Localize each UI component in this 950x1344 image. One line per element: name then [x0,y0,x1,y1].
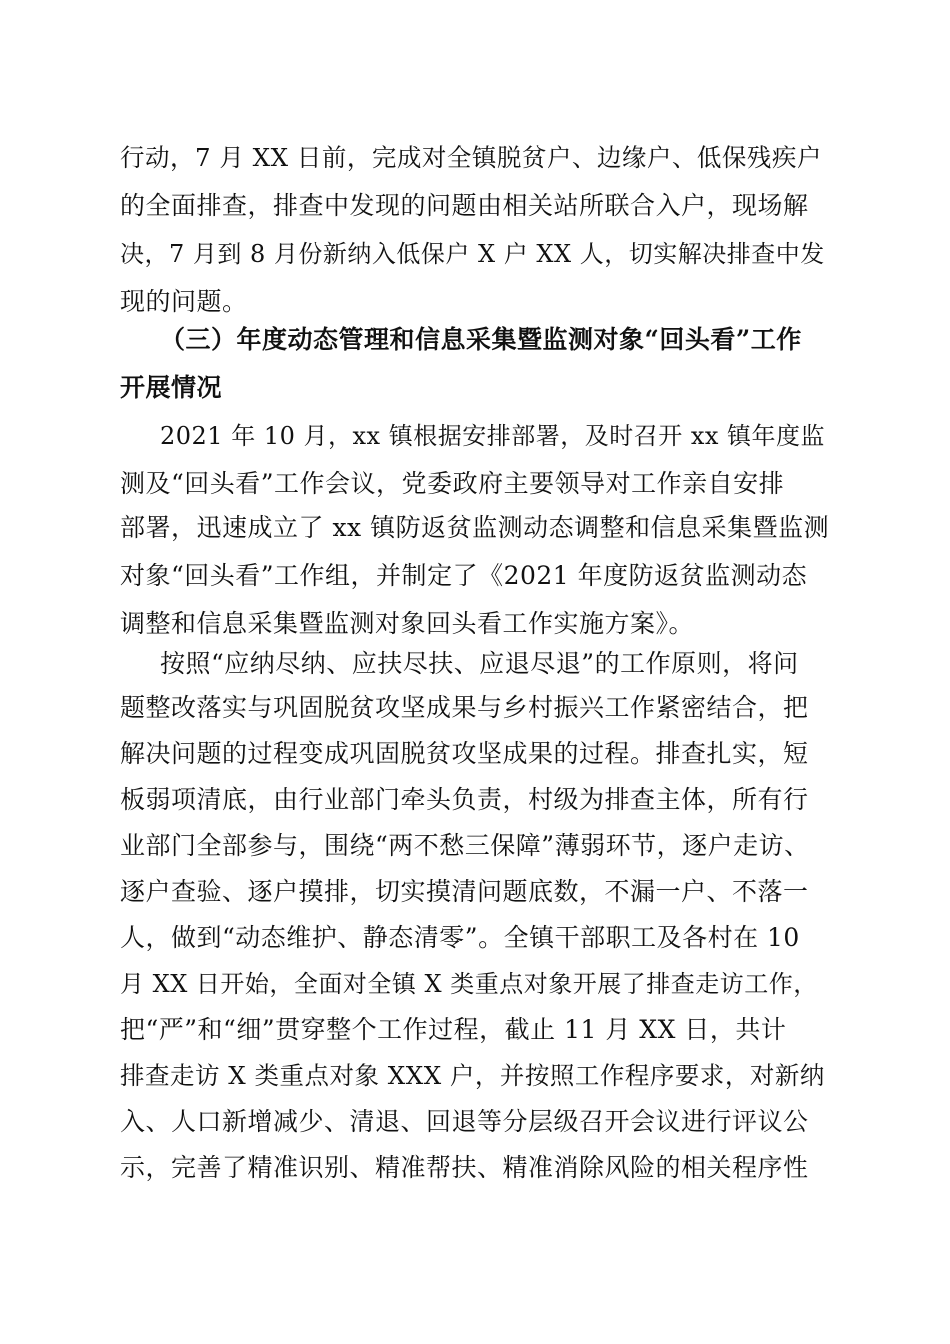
text-line: 决，7 月到 8 月份新纳入低保户 X 户 XX 人，切实解决排查中发 [120,240,825,268]
section-heading: （三）年度动态管理和信息采集暨监测对象“回头看”工作 [160,325,802,354]
text-line: 解决问题的过程变成巩固脱贫攻坚成果的过程。排查扎实，短 [120,739,809,768]
text-line: 把“严”和“细”贯穿整个工作过程，截止 11 月 XX 日，共计 [120,1015,787,1044]
text-line: 2021 年 10 月，xx 镇根据安排部署，及时召开 xx 镇年度监 [160,422,826,450]
text-line: 现的问题。 [120,287,248,316]
section-heading-cont: 开展情况 [120,373,223,402]
text-line: 人，做到“动态维护、静态清零”。全镇干部职工及各村在 10 [120,923,800,952]
text-line: 月 XX 日开始，全面对全镇 X 类重点对象开展了排查走访工作， [120,970,818,998]
text-line: 题整改落实与巩固脱贫攻坚成果与乡村振兴工作紧密结合，把 [120,693,809,722]
text-line: 示，完善了精准识别、精准帮扶、精准消除风险的相关程序性 [120,1153,809,1182]
text-line: 业部门全部参与，围绕“两不愁三保障”薄弱环节，逐户走访、 [120,831,810,860]
text-line: 的全面排查，排查中发现的问题由相关站所联合入户，现场解 [120,191,809,220]
text-line: 入、人口新增减少、清退、回退等分层级召开会议进行评议公 [120,1107,809,1136]
text-line: 按照“应纳尽纳、应扶尽扶、应退尽退”的工作原则，将问 [160,649,799,678]
text-line: 测及“回头看”工作会议，党委政府主要领导对工作亲自安排 [120,469,785,498]
text-line: 调整和信息采集暨监测对象回头看工作实施方案》。 [120,609,695,638]
text-line: 排查走访 X 类重点对象 XXX 户，并按照工作程序要求，对新纳 [120,1061,825,1090]
text-line: 逐户查验、逐户摸排，切实摸清问题底数，不漏一户、不落一 [120,877,809,906]
text-line: 行动，7 月 XX 日前，完成对全镇脱贫户、边缘户、低保残疾户 [120,143,822,172]
text-line: 部署，迅速成立了 xx 镇防返贫监测动态调整和信息采集暨监测 [120,513,830,542]
text-line: 对象“回头看”工作组，并制定了《2021 年度防返贫监测动态 [120,561,808,590]
text-line: 板弱项清底，由行业部门牵头负责，村级为排查主体，所有行 [120,785,809,814]
